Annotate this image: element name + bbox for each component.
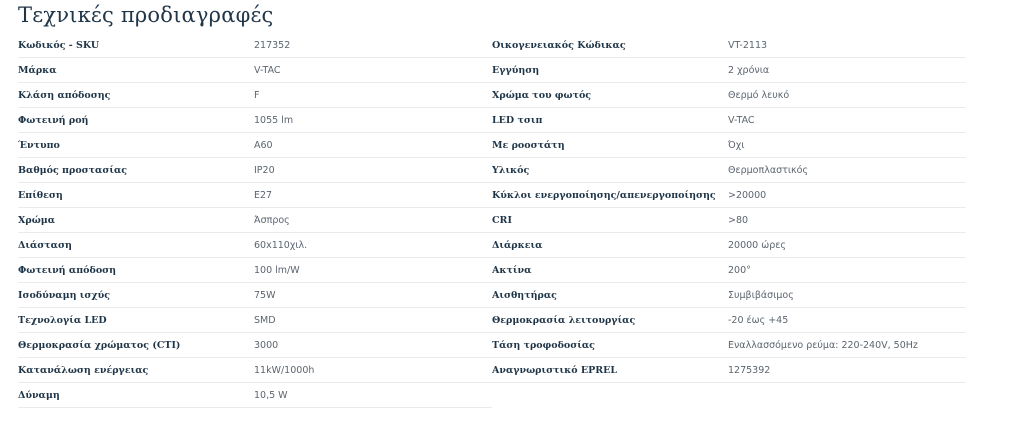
spec-row — [18, 108, 966, 133]
spec-value: SMD — [254, 314, 276, 326]
spec-item — [18, 133, 492, 158]
spec-label: Διάσταση — [18, 239, 72, 251]
spec-label: Υλικός — [492, 164, 530, 176]
spec-value: Εναλλασσόμενο ρεύμα: 220-240V, 50Hz — [728, 339, 918, 351]
spec-row — [18, 133, 966, 158]
spec-label: Φωτεινή απόδοση — [18, 264, 117, 276]
spec-item — [492, 233, 966, 258]
spec-label: Ισοδύναμη ισχύς — [18, 289, 111, 301]
spec-row — [18, 333, 966, 358]
spec-value: Θερμό λευκό — [728, 89, 790, 101]
spec-item — [18, 233, 492, 258]
spec-item — [492, 58, 966, 83]
spec-value: 20000 ώρες — [728, 239, 786, 251]
spec-label: Εγγύηση — [492, 64, 540, 76]
spec-item — [18, 383, 492, 408]
spec-value: 10,5 W — [254, 389, 288, 401]
spec-value: V-TAC — [254, 64, 281, 76]
spec-label: Χρώμα του φωτός — [492, 89, 592, 101]
spec-item — [18, 108, 492, 133]
spec-value: 2 χρόνια — [728, 64, 770, 76]
spec-label: Μάρκα — [18, 64, 57, 76]
spec-value: Όχι — [728, 139, 745, 151]
spec-row — [18, 83, 966, 108]
spec-value: -20 έως +45 — [728, 314, 789, 326]
spec-row — [18, 58, 966, 83]
spec-label: Διάρκεια — [492, 239, 543, 251]
spec-value: A60 — [254, 139, 273, 151]
spec-value: 11kW/1000h — [254, 364, 315, 376]
spec-value: 3000 — [254, 339, 279, 351]
spec-label: Κλάση απόδοσης — [18, 89, 111, 101]
spec-label: Επίθεση — [18, 189, 63, 201]
spec-item — [492, 108, 966, 133]
spec-item — [492, 333, 966, 358]
spec-label: Θερμοκρασία χρώματος (CTI) — [18, 339, 181, 351]
page-title: Τεχνικές προδιαγραφές — [18, 3, 274, 27]
spec-row — [18, 233, 966, 258]
spec-label: Έντυπο — [18, 139, 60, 151]
spec-item-empty — [492, 383, 966, 408]
spec-row — [18, 258, 966, 283]
spec-item — [18, 283, 492, 308]
spec-label: Χρώμα — [18, 214, 55, 226]
specs-table — [18, 33, 966, 408]
spec-label: Κωδικός - SKU — [18, 39, 100, 51]
spec-label: LED τσιπ — [492, 114, 543, 126]
spec-label: Ακτίνα — [492, 264, 532, 276]
spec-label: CRI — [492, 214, 512, 226]
spec-row — [18, 183, 966, 208]
spec-item — [492, 258, 966, 283]
spec-label: Οικογενειακός Κώδικας — [492, 39, 626, 51]
spec-value: V-TAC — [728, 114, 755, 126]
spec-value: >20000 — [728, 189, 767, 201]
spec-item — [18, 358, 492, 383]
spec-row — [18, 208, 966, 233]
spec-label: Αισθητήρας — [492, 289, 557, 301]
spec-value: 200° — [728, 264, 751, 276]
spec-value: Άσπρος — [254, 214, 290, 226]
spec-value: E27 — [254, 189, 273, 201]
spec-item — [18, 183, 492, 208]
spec-label: Δύναμη — [18, 389, 60, 401]
spec-value: 75W — [254, 289, 276, 301]
spec-row — [18, 33, 966, 58]
spec-value: >80 — [728, 214, 749, 226]
spec-item — [18, 158, 492, 183]
spec-item — [492, 158, 966, 183]
spec-item — [18, 258, 492, 283]
spec-value: Συμβιβάσιμος — [728, 289, 794, 301]
spec-label: Κατανάλωση ενέργειας — [18, 364, 149, 376]
spec-row — [18, 308, 966, 333]
spec-item — [492, 358, 966, 383]
spec-label: Θερμοκρασία λειτουργίας — [492, 314, 636, 326]
spec-item — [492, 308, 966, 333]
spec-value: Θερμοπλαστικός — [728, 164, 809, 176]
spec-item — [18, 58, 492, 83]
spec-value: 1055 lm — [254, 114, 294, 126]
spec-item — [18, 333, 492, 358]
spec-row — [18, 283, 966, 308]
spec-row — [18, 158, 966, 183]
spec-item — [492, 183, 966, 208]
spec-label: Κύκλοι ενεργοποίησης/απενεργοποίησης — [492, 189, 716, 201]
spec-label: Τάση τροφοδοσίας — [492, 339, 595, 351]
spec-value: VT-2113 — [728, 39, 768, 51]
spec-value: 1275392 — [728, 364, 771, 376]
spec-value: 60x110χιλ. — [254, 239, 308, 251]
spec-item — [18, 83, 492, 108]
spec-label: Φωτεινή ροή — [18, 114, 89, 126]
spec-item — [18, 308, 492, 333]
spec-item — [492, 208, 966, 233]
spec-label: Βαθμός προστασίας — [18, 164, 128, 176]
spec-row — [18, 358, 966, 383]
spec-value: 100 lm/W — [254, 264, 300, 276]
spec-label: Τεχνολογία LED — [18, 314, 107, 326]
spec-label: Με ροοστάτη — [492, 139, 565, 151]
spec-item — [492, 33, 966, 58]
spec-row — [18, 383, 966, 408]
spec-item — [18, 208, 492, 233]
spec-label: Αναγνωριστικό EPREL — [492, 364, 618, 376]
spec-value: 217352 — [254, 39, 291, 51]
spec-item — [492, 133, 966, 158]
spec-item — [492, 283, 966, 308]
spec-item — [18, 33, 492, 58]
spec-item — [492, 83, 966, 108]
spec-value: F — [254, 89, 260, 101]
spec-value: IP20 — [254, 164, 275, 176]
